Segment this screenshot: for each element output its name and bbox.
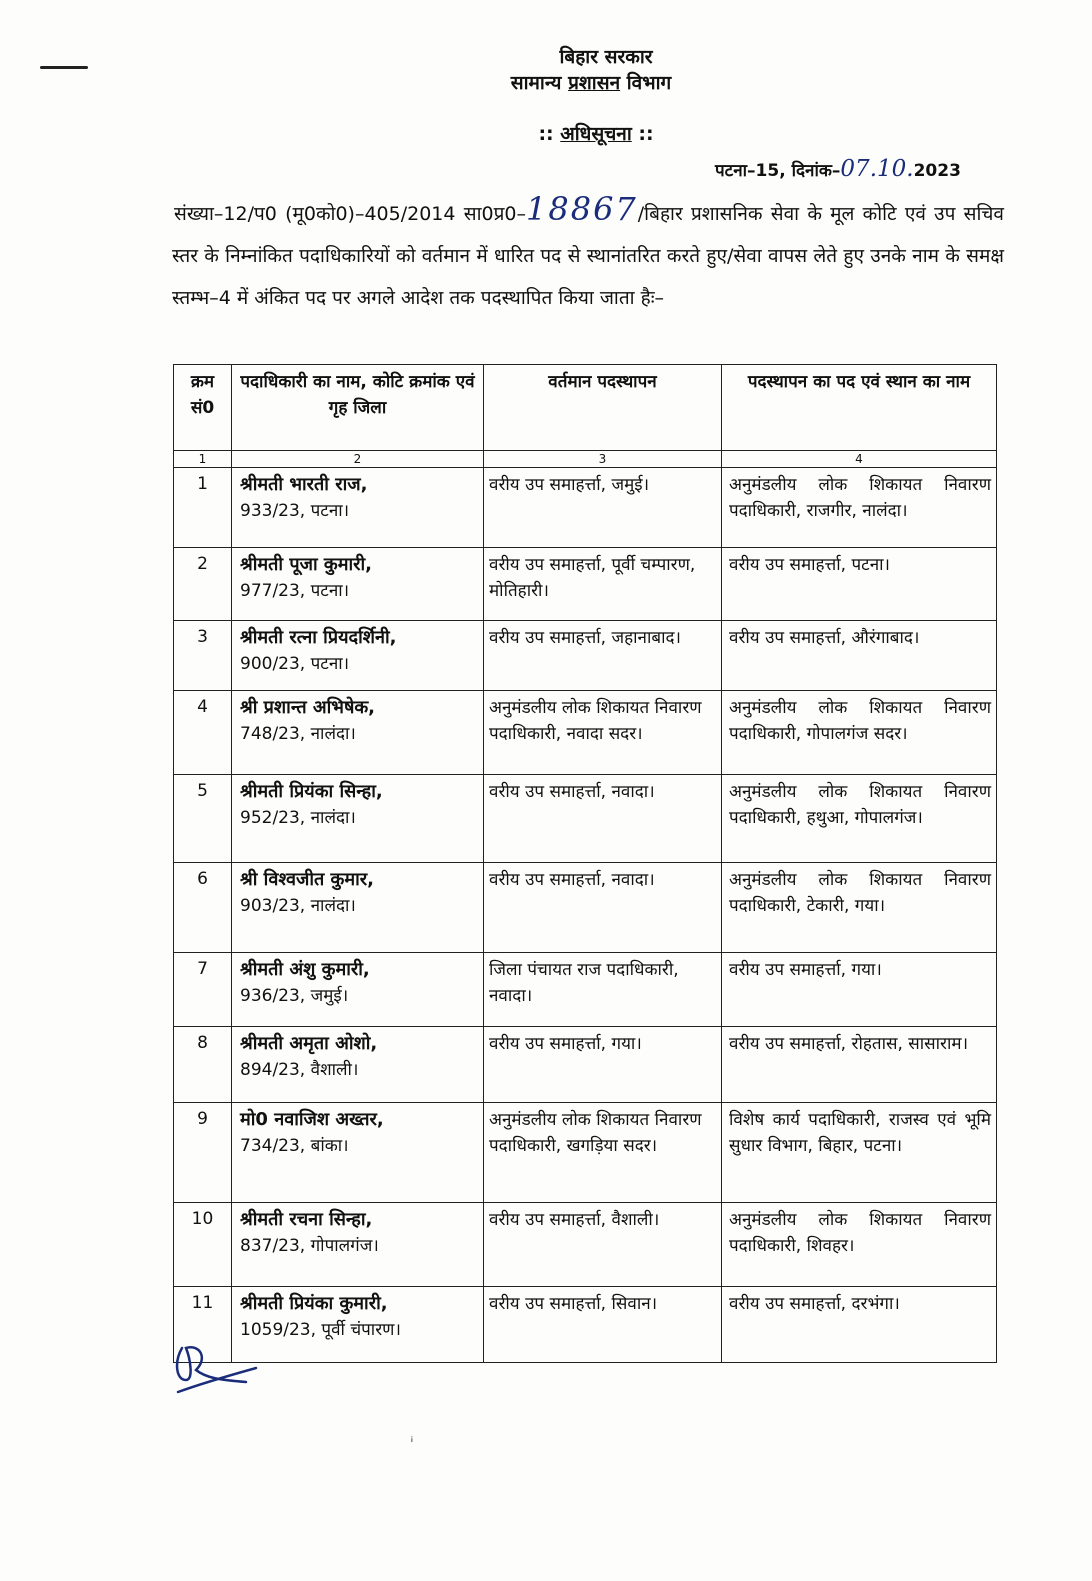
serial-cell: 4	[174, 691, 232, 775]
header-new-posting: पदस्थापन का पद एवं स्थान का नाम	[722, 365, 997, 451]
new-posting-cell: अनुमंडलीय लोक शिकायत निवारण पदाधिकारी, टेकारी, गया।	[722, 863, 997, 953]
officer-detail: 903/23, नालंदा।	[240, 896, 356, 916]
officer-detail: 894/23, वैशाली।	[240, 1060, 359, 1080]
government-name: बिहार सरकार	[559, 46, 653, 68]
current-posting-cell: वरीय उप समाहर्त्ता, नवादा।	[484, 863, 722, 953]
handwritten-date: 07.10.	[840, 156, 914, 182]
officer-cell	[232, 1103, 484, 1203]
place-date-line	[715, 156, 961, 182]
officer-detail: 933/23, पटना।	[240, 501, 350, 521]
new-posting-cell: वरीय उप समाहर्त्ता, रोहतास, सासाराम।	[722, 1027, 997, 1103]
notification-title: :: अधिसूचना ::	[538, 123, 654, 145]
officer-cell	[232, 621, 484, 691]
officer-cell	[232, 691, 484, 775]
memo-body: /बिहार प्रशासनिक सेवा के मूल कोटि एवं उप सचिव स्तर के निम्नांकित पदाधिकारियों को वर्तमान में धारित पद से स्थानांतरित करते हुए/सेवा वापस लेते हुए उनके नाम के समक्ष स्तम्भ–4 में अंकित पद पर अगले आदेश तक पदस्थापित किया जाता हैः–	[172, 203, 1004, 309]
serial-cell: 6	[174, 863, 232, 953]
officer-detail: 837/23, गोपालगंज।	[240, 1236, 379, 1256]
officer-detail: 748/23, नालंदा।	[240, 724, 356, 744]
new-posting-cell: वरीय उप समाहर्त्ता, गया।	[722, 953, 997, 1027]
new-posting-cell: अनुमंडलीय लोक शिकायत निवारण पदाधिकारी, राजगीर, नालंदा।	[722, 468, 997, 548]
table-header-row	[174, 365, 997, 451]
column-number-row	[174, 451, 997, 468]
officer-cell	[232, 953, 484, 1027]
table-row	[174, 1203, 997, 1287]
serial-cell: 8	[174, 1027, 232, 1103]
serial-cell: 10	[174, 1203, 232, 1287]
new-posting-cell: विशेष कार्य पदाधिकारी, राजस्व एवं भूमि सुधार विभाग, बिहार, पटना।	[722, 1103, 997, 1203]
current-posting-cell: जिला पंचायत राज पदाधिकारी, नवादा।	[484, 953, 722, 1027]
officer-cell	[232, 548, 484, 621]
current-posting-cell: अनुमंडलीय लोक शिकायत निवारण पदाधिकारी, नवादा सदर।	[484, 691, 722, 775]
officer-detail: 952/23, नालंदा।	[240, 808, 356, 828]
new-posting-cell: वरीय उप समाहर्त्ता, दरभंगा।	[722, 1287, 997, 1363]
current-posting-cell: वरीय उप समाहर्त्ता, जमुई।	[484, 468, 722, 548]
place-label: पटना–15, दिनांक–	[715, 161, 841, 181]
column-number: 1	[174, 451, 232, 468]
officer-name: श्रीमती प्रियंका सिन्हा,	[240, 781, 383, 802]
serial-cell: 2	[174, 548, 232, 621]
officer-detail: 900/23, पटना।	[240, 654, 350, 674]
officer-detail: 1059/23, पूर्वी चंपारण।	[240, 1320, 401, 1340]
column-number: 2	[232, 451, 484, 468]
officer-name: श्रीमती भारती राज,	[240, 474, 368, 495]
memo-number: संख्या–12/प0 (मू0को0)–405/2014 सा0प्र0–	[174, 203, 526, 225]
date-year: 2023	[913, 161, 961, 181]
officer-cell	[232, 775, 484, 863]
handwritten-memo-number: 18867	[525, 190, 638, 228]
officer-cell	[232, 1203, 484, 1287]
officer-name: श्रीमती अमृता ओशो,	[240, 1033, 378, 1054]
table-row	[174, 953, 997, 1027]
serial-cell: 3	[174, 621, 232, 691]
table-row	[174, 1103, 997, 1203]
officer-detail: 734/23, बांका।	[240, 1136, 349, 1156]
memo-paragraph	[172, 188, 1004, 319]
officer-name: श्री विश्वजीत कुमार,	[240, 869, 374, 890]
table-row	[174, 691, 997, 775]
department-name: सामान्य प्रशासन विभाग	[510, 72, 672, 94]
scan-speck: ꜟ	[410, 1430, 414, 1446]
current-posting-cell: वरीय उप समाहर्त्ता, गया।	[484, 1027, 722, 1103]
serial-cell: 5	[174, 775, 232, 863]
table-row	[174, 548, 997, 621]
current-posting-cell: वरीय उप समाहर्त्ता, सिवान।	[484, 1287, 722, 1363]
serial-cell: 1	[174, 468, 232, 548]
officer-detail: 977/23, पटना।	[240, 581, 350, 601]
serial-cell: 9	[174, 1103, 232, 1203]
table-row	[174, 863, 997, 953]
new-posting-cell: अनुमंडलीय लोक शिकायत निवारण पदाधिकारी, गोपालगंज सदर।	[722, 691, 997, 775]
table-row	[174, 621, 997, 691]
header-officer: पदाधिकारी का नाम, कोटि क्रमांक एवं गृह जिला	[232, 365, 484, 451]
officer-name: श्रीमती अंशु कुमारी,	[240, 959, 370, 980]
column-number: 4	[722, 451, 997, 468]
current-posting-cell: वरीय उप समाहर्त्ता, वैशाली।	[484, 1203, 722, 1287]
officer-cell	[232, 1287, 484, 1363]
officer-cell	[232, 1027, 484, 1103]
officer-name: श्रीमती रत्ना प्रियदर्शिनी,	[240, 627, 397, 648]
current-posting-cell: वरीय उप समाहर्त्ता, जहानाबाद।	[484, 621, 722, 691]
new-posting-cell: वरीय उप समाहर्त्ता, औरंगाबाद।	[722, 621, 997, 691]
table-row	[174, 468, 997, 548]
officer-name: श्रीमती रचना सिन्हा,	[240, 1209, 373, 1230]
officer-detail: 936/23, जमुई।	[240, 986, 349, 1006]
new-posting-cell: अनुमंडलीय लोक शिकायत निवारण पदाधिकारी, शिवहर।	[722, 1203, 997, 1287]
current-posting-cell: वरीय उप समाहर्त्ता, नवादा।	[484, 775, 722, 863]
officer-name: श्रीमती पूजा कुमारी,	[240, 554, 372, 575]
new-posting-cell: वरीय उप समाहर्त्ता, पटना।	[722, 548, 997, 621]
officer-name: श्रीमती प्रियंका कुमारी,	[240, 1293, 388, 1314]
officer-name: मो0 नवाजिश अख्तर,	[240, 1109, 384, 1130]
header-current-posting: वर्तमान पदस्थापन	[484, 365, 722, 451]
serial-cell: 11	[174, 1287, 232, 1363]
serial-cell: 7	[174, 953, 232, 1027]
table-row	[174, 1287, 997, 1363]
officer-name: श्री प्रशान्त अभिषेक,	[240, 697, 376, 718]
officer-cell	[232, 468, 484, 548]
table-row	[174, 1027, 997, 1103]
posting-table	[173, 364, 997, 1363]
column-number: 3	[484, 451, 722, 468]
signature-mark	[160, 1318, 260, 1398]
current-posting-cell: अनुमंडलीय लोक शिकायत निवारण पदाधिकारी, खगड़िया सदर।	[484, 1103, 722, 1203]
officer-cell	[232, 863, 484, 953]
new-posting-cell: अनुमंडलीय लोक शिकायत निवारण पदाधिकारी, हथुआ, गोपालगंज।	[722, 775, 997, 863]
document-header	[0, 44, 1092, 96]
table-row	[174, 775, 997, 863]
header-serial: क्रम सं0	[174, 365, 232, 451]
current-posting-cell: वरीय उप समाहर्त्ता, पूर्वी चम्पारण, मोतिहारी।	[484, 548, 722, 621]
